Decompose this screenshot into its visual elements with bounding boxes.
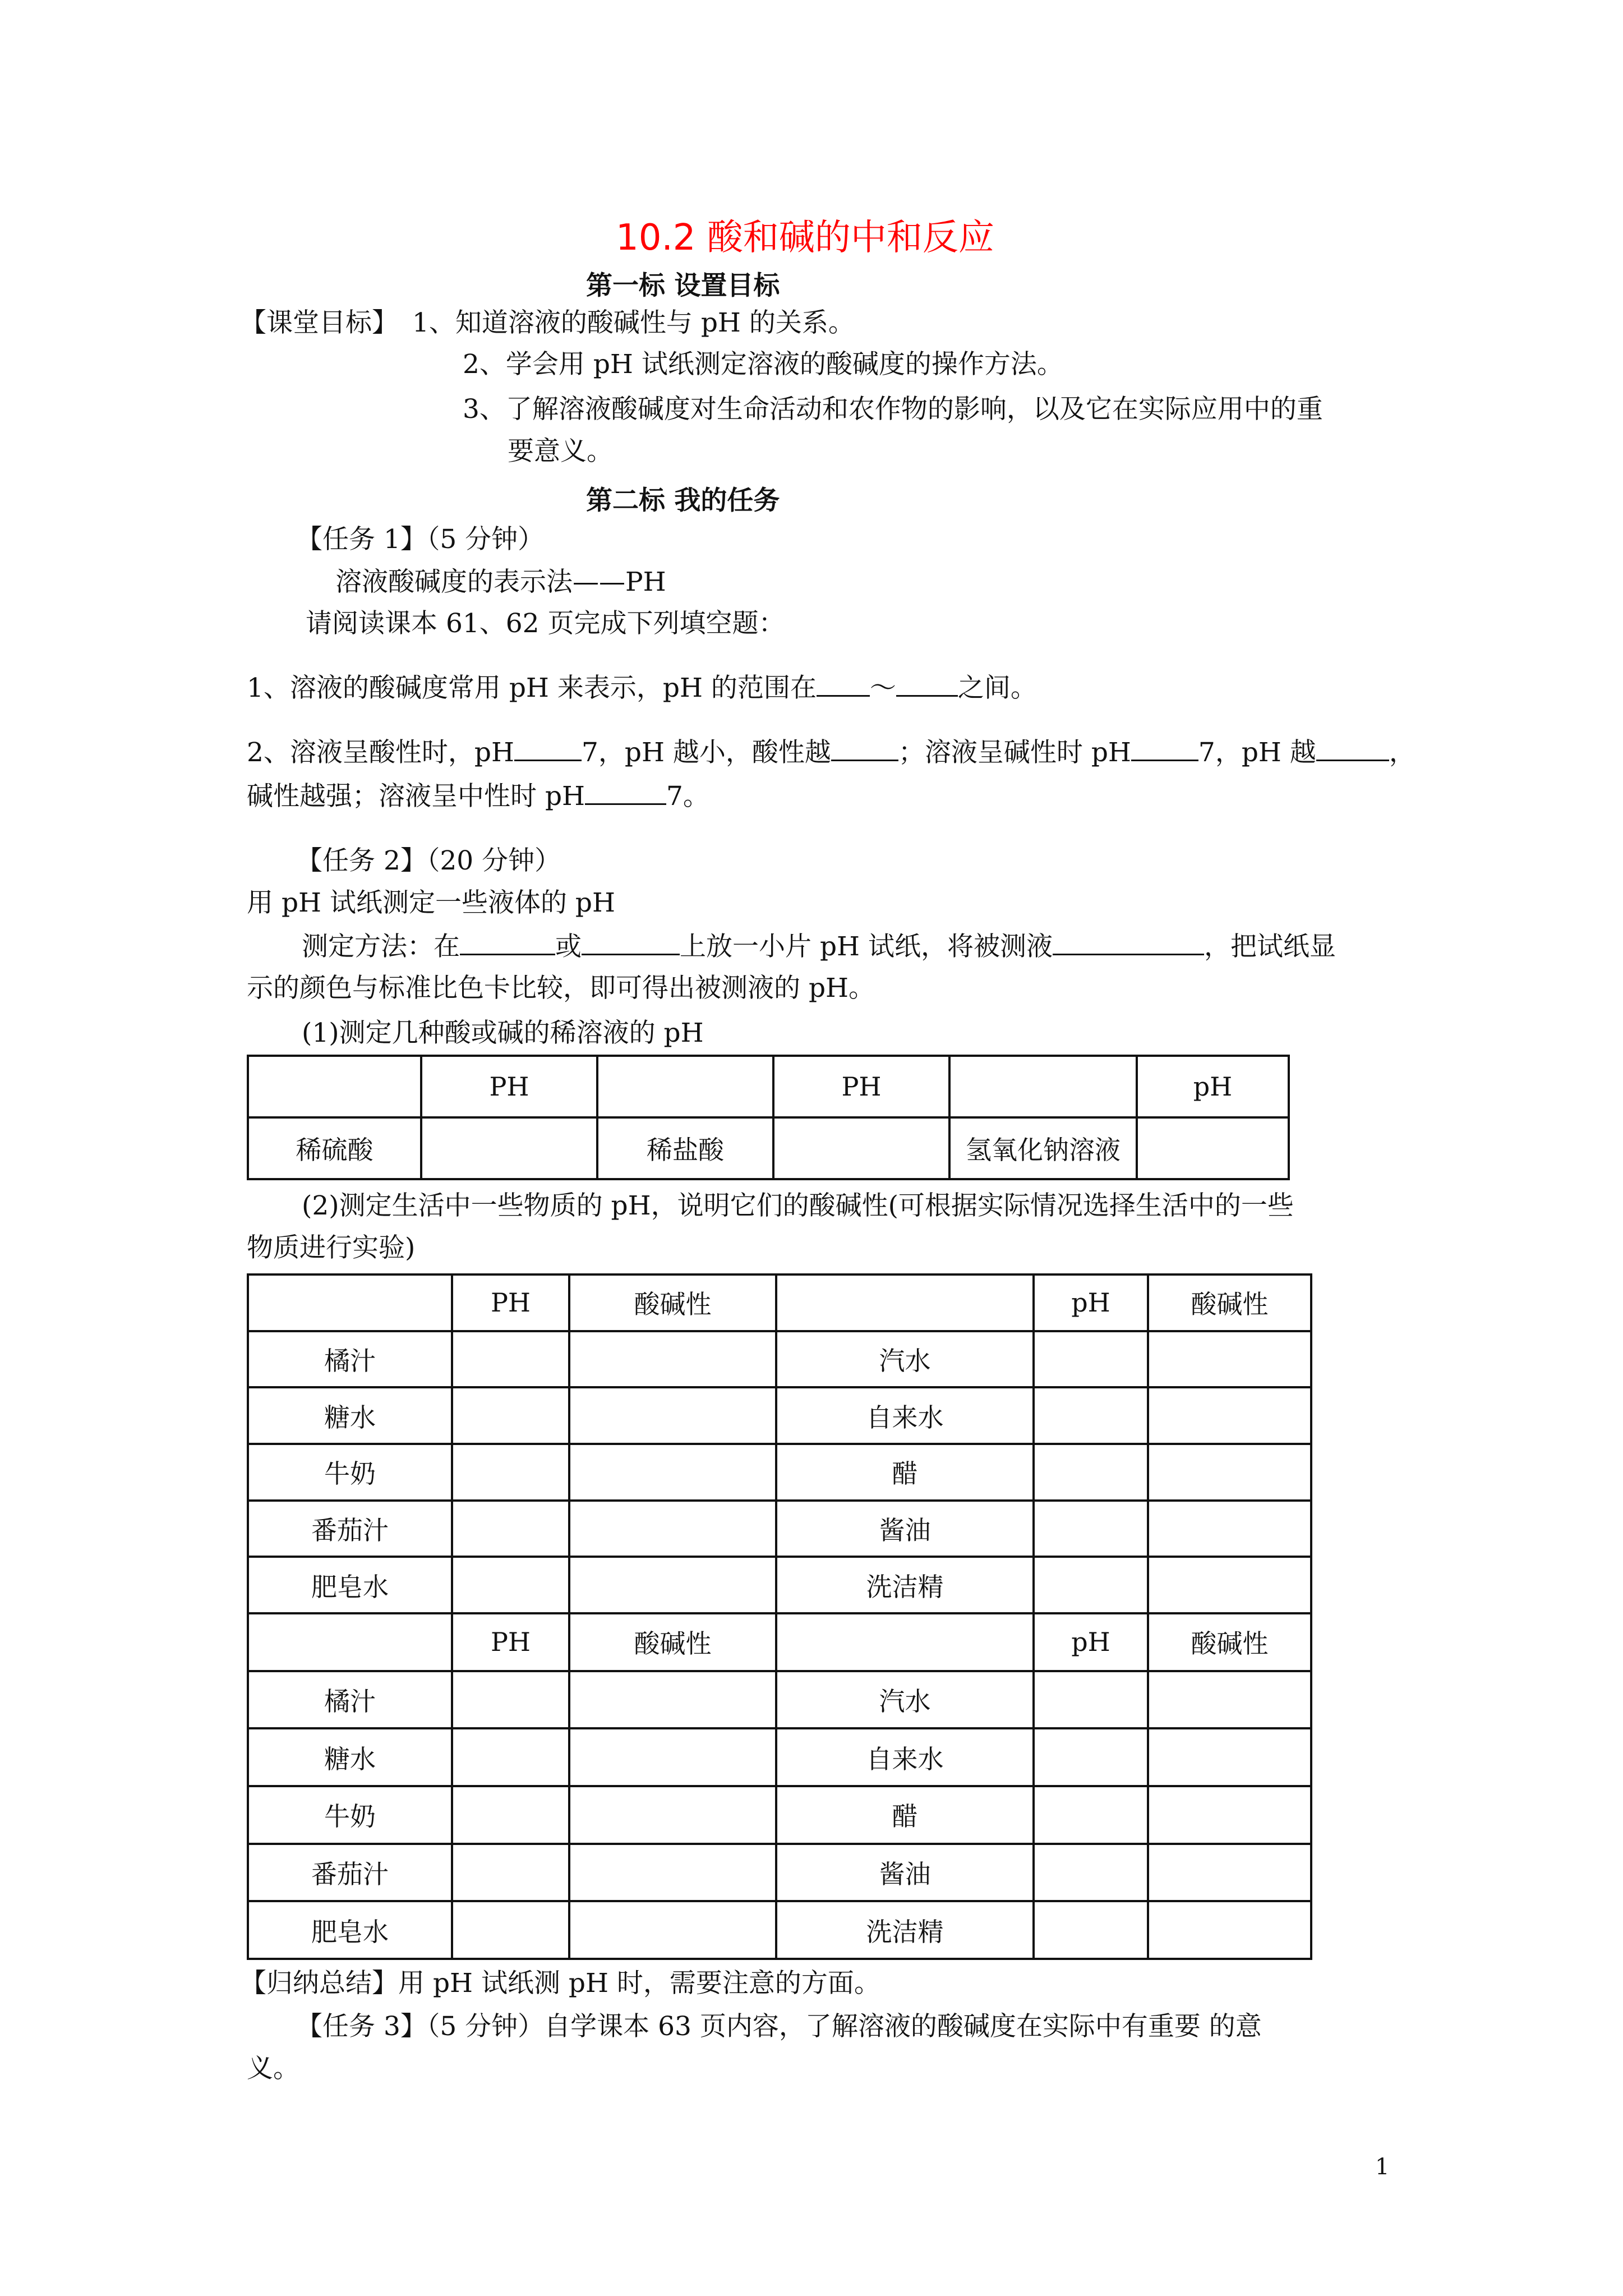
task2-method-cont: 示的颜色与标准比色卡比较，即可得出被测液的 pH。 [247,973,875,1004]
table-input-cell[interactable] [569,1728,776,1786]
table-cell [949,1056,1137,1117]
table-cell: 氢氧化钠溶液 [949,1117,1137,1179]
table-input-cell[interactable] [1148,1844,1311,1902]
table-input-cell[interactable] [569,1387,776,1444]
table-cell: 肥皂水 [248,1901,452,1959]
table-input-cell[interactable] [1034,1671,1148,1729]
answer-blank[interactable] [1053,930,1204,955]
table-row [248,1056,1289,1117]
question-2 [247,736,1415,770]
table-input-cell[interactable] [1148,1387,1311,1444]
table-input-cell[interactable] [569,1501,776,1557]
goals-label: 【课堂目标】 [240,307,398,338]
task1-intro: 溶液酸碱度的表示法——PH [335,567,666,597]
table-cell: 酸碱性 [569,1274,776,1331]
summary: 【归纳总结】用 pH 试纸测 pH 时，需要注意的方面。 [240,1968,880,1999]
table-cell: 酱油 [776,1844,1034,1902]
table-cell [776,1613,1034,1671]
table-cell: 自来水 [776,1728,1034,1786]
method-text: 上放一小片 pH 试纸，将被测液 [680,931,1053,962]
table-row [248,1274,1311,1331]
table-input-cell[interactable] [1148,1331,1311,1388]
table-row [248,1786,1311,1844]
table-cell: 稀盐酸 [597,1117,773,1179]
goal-item-2: 2、学会用 pH 试纸测定溶液的酸碱度的操作方法。 [463,349,1063,380]
table-cell: 番茄汁 [248,1844,452,1902]
table-input-cell[interactable] [1034,1728,1148,1786]
table-input-cell[interactable] [1148,1557,1311,1613]
table-input-cell[interactable] [1148,1444,1311,1501]
table-input-cell[interactable] [1148,1671,1311,1729]
table-cell: 醋 [776,1786,1034,1844]
answer-blank[interactable] [1131,736,1198,761]
table-input-cell[interactable] [452,1671,569,1729]
table-cell: 酸碱性 [569,1613,776,1671]
method-text: 测定方法：在 [302,931,460,962]
answer-blank[interactable] [514,736,582,761]
task3: 【任务 3】（5 分钟）自学课本 63 页内容，了解溶液的酸碱度在实际中有重要 的意 [296,2011,1262,2042]
table-cell: 稀硫酸 [248,1117,421,1179]
question-2-text: 7，pH 越小，酸性越 [581,737,831,768]
table-input-cell[interactable] [1034,1557,1148,1613]
table-cell: 糖水 [248,1728,452,1786]
question-2-text: ， [1389,737,1415,768]
question-2-text: 7。 [666,781,709,812]
table-cell: 汽水 [776,1331,1034,1388]
daily-substances-ph-table-2 [247,1612,1312,1960]
table-cell: 洗洁精 [776,1901,1034,1959]
table-input-cell[interactable] [452,1331,569,1388]
table-input-cell[interactable] [1148,1901,1311,1959]
table-input-cell[interactable] [1034,1387,1148,1444]
table-cell [248,1274,452,1331]
table-row [248,1901,1311,1959]
table-input-cell[interactable] [569,1444,776,1501]
table-input-cell[interactable] [452,1728,569,1786]
table-input-cell[interactable] [421,1117,597,1179]
table-cell: 自来水 [776,1387,1034,1444]
question-2-text: 碱性越强；溶液呈中性时 pH [247,781,585,812]
table-row [248,1501,1311,1557]
table-cell: 橘汁 [248,1331,452,1388]
table-input-cell[interactable] [1034,1901,1148,1959]
table-cell: 酸碱性 [1148,1274,1311,1331]
table-cell: pH [1137,1056,1289,1117]
table-cell: PH [421,1056,597,1117]
answer-blank[interactable] [1316,736,1389,761]
daily-substances-ph-table [247,1273,1312,1614]
section-heading-tasks: 第二标 我的任务 [586,485,780,516]
subtask-1: (1)测定几种酸或碱的稀溶液的 pH [302,1018,704,1048]
table-row [248,1117,1289,1179]
table-cell: pH [1034,1274,1148,1331]
table-input-cell[interactable] [773,1117,949,1179]
table-cell: PH [452,1613,569,1671]
subtask-2-cont: 物质进行实验) [247,1232,416,1263]
question-1-text: 1、溶液的酸碱度常用 pH 来表示，pH 的范围在 [247,673,817,703]
table-input-cell[interactable] [1034,1444,1148,1501]
table-input-cell[interactable] [569,1844,776,1902]
table-cell: pH [1034,1613,1148,1671]
table-input-cell[interactable] [1034,1844,1148,1902]
table-cell: PH [452,1274,569,1331]
table-cell: 汽水 [776,1671,1034,1729]
section-heading-goals: 第一标 设置目标 [586,270,780,301]
answer-blank[interactable] [585,780,666,805]
method-text: 或 [555,931,582,962]
table-cell: 酱油 [776,1501,1034,1557]
question-2-text: 2、溶液呈酸性时，pH [247,737,514,768]
answer-blank[interactable] [831,736,898,761]
table-cell [597,1056,773,1117]
table-cell: 酸碱性 [1148,1613,1311,1671]
page-number: 1 [1375,2154,1390,2180]
table-row [248,1728,1311,1786]
table-cell: PH [773,1056,949,1117]
question-1-tilde: ～ [869,673,896,703]
table-input-cell[interactable] [452,1901,569,1959]
table-input-cell[interactable] [452,1387,569,1444]
table-row [248,1387,1311,1444]
table-row [248,1444,1311,1501]
question-2-text: ；溶液呈碱性时 pH [898,737,1131,768]
page-title: 10.2 酸和碱的中和反应 [616,217,994,259]
table-input-cell[interactable] [569,1901,776,1959]
task1-instruction: 请阅读课本 61、62 页完成下列填空题： [306,608,785,639]
goal-item-1: 1、知道溶液的酸碱性与 pH 的关系。 [412,307,855,338]
table-cell: 肥皂水 [248,1557,452,1613]
table-row [248,1844,1311,1902]
table-cell [776,1274,1034,1331]
table-input-cell[interactable] [1034,1786,1148,1844]
goal-item-3-cont: 要意义。 [508,436,613,467]
task1-heading: 【任务 1】（5 分钟） [296,524,545,555]
answer-blank[interactable] [460,930,555,955]
table-input-cell[interactable] [452,1844,569,1902]
table-input-cell[interactable] [569,1786,776,1844]
table-cell: 醋 [776,1444,1034,1501]
question-2-cont [247,780,709,813]
task2-intro: 用 pH 试纸测定一些液体的 pH [247,887,615,918]
question-1-end: 之间。 [957,673,1037,703]
table-cell: 牛奶 [248,1444,452,1501]
task3-cont: 义。 [247,2053,299,2084]
answer-blank[interactable] [582,930,680,955]
table-cell: 洗洁精 [776,1557,1034,1613]
table-cell [248,1613,452,1671]
goal-item-3: 3、了解溶液酸碱度对生命活动和农作物的影响，以及它在实际应用中的重 [463,394,1323,425]
table-input-cell[interactable] [452,1444,569,1501]
table-cell: 橘汁 [248,1671,452,1729]
table-row [248,1671,1311,1729]
answer-blank[interactable] [896,671,958,697]
table-cell: 牛奶 [248,1786,452,1844]
question-2-text: 7，pH 越 [1198,737,1316,768]
table-row [248,1557,1311,1613]
answer-blank[interactable] [817,671,870,697]
table-cell: 糖水 [248,1387,452,1444]
table-input-cell[interactable] [569,1557,776,1613]
question-1 [247,671,1037,705]
method-text: ，把试纸显 [1204,931,1336,962]
table-row [248,1613,1311,1671]
table-input-cell[interactable] [1148,1786,1311,1844]
table-input-cell[interactable] [1137,1117,1289,1179]
table-input-cell[interactable] [1034,1331,1148,1388]
task2-heading: 【任务 2】（20 分钟） [296,845,561,876]
table-cell [248,1056,421,1117]
subtask-2: (2)测定生活中一些物质的 pH，说明它们的酸碱性(可根据实际情况选择生活中的一些 [302,1190,1294,1221]
table-input-cell[interactable] [1148,1728,1311,1786]
table-input-cell[interactable] [452,1557,569,1613]
acid-base-ph-table [247,1055,1290,1180]
task2-method [302,930,1336,964]
table-cell: 番茄汁 [248,1501,452,1557]
table-input-cell[interactable] [452,1501,569,1557]
table-input-cell[interactable] [452,1786,569,1844]
table-input-cell[interactable] [1148,1501,1311,1557]
table-input-cell[interactable] [569,1331,776,1388]
table-row [248,1331,1311,1388]
table-input-cell[interactable] [569,1671,776,1729]
table-input-cell[interactable] [1034,1501,1148,1557]
